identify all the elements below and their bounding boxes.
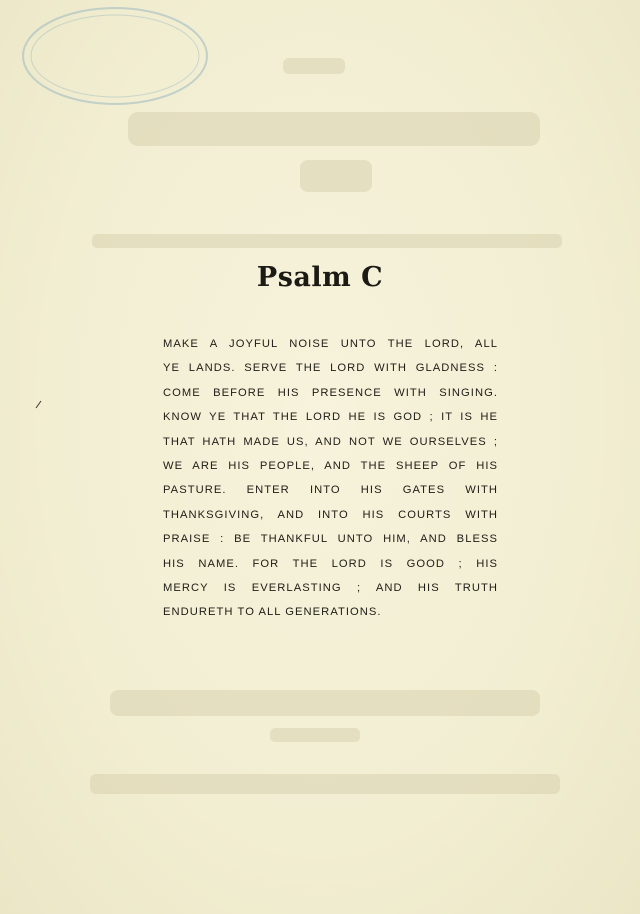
psalm-text xyxy=(163,332,498,625)
psalm-line: PASTURE. ENTER INTO HIS GATES WITH xyxy=(163,484,498,497)
psalm-title: Psalm C xyxy=(256,262,384,293)
psalm-line: PRAISE : BE THANKFUL UNTO HIM, AND BLESS xyxy=(163,533,498,546)
psalm-line: WE ARE HIS PEOPLE, AND THE SHEEP OF HIS xyxy=(163,459,498,472)
psalm-line: KNOW YE THAT THE LORD HE IS GOD ; IT IS HE xyxy=(163,411,498,424)
psalm-line: COME BEFORE HIS PRESENCE WITH SINGING. xyxy=(163,386,498,399)
psalm-line-last: ENDURETH TO ALL GENERATIONS. xyxy=(163,606,382,619)
psalm-line: MERCY IS EVERLASTING ; AND HIS TRUTH xyxy=(163,581,498,594)
psalm-line: THANKSGIVING, AND INTO HIS COURTS WITH xyxy=(163,508,498,521)
psalm-line: HIS NAME. FOR THE LORD IS GOOD ; HIS xyxy=(163,557,498,570)
psalm-line: THAT HATH MADE US, AND NOT WE OURSELVES ; xyxy=(163,435,498,448)
psalm-line: YE LANDS. SERVE THE LORD WITH GLADNESS : xyxy=(163,362,498,375)
library-stamp xyxy=(18,2,213,110)
psalm-line: MAKE A JOYFUL NOISE UNTO THE LORD, ALL xyxy=(163,338,498,350)
